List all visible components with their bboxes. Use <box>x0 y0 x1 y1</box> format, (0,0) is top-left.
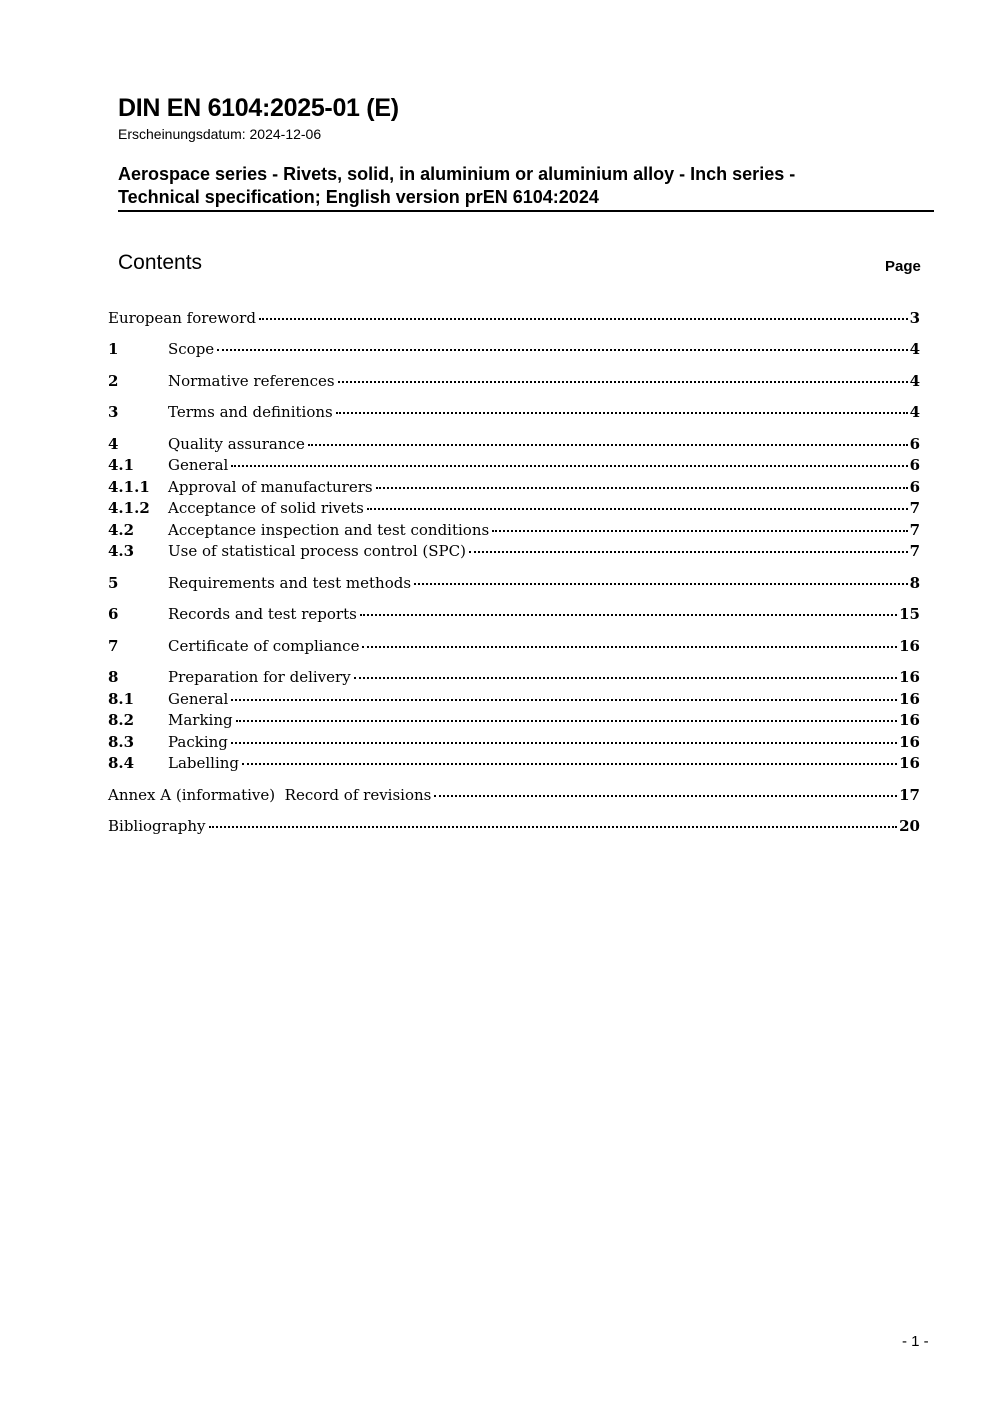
document-id: DIN EN 6104:2025-01 (E) <box>118 94 399 122</box>
dot-leader <box>231 742 897 744</box>
toc-entry-8[interactable] <box>108 667 920 687</box>
toc-entry-label: Marking <box>168 711 233 729</box>
toc-entry-page: 16 <box>899 637 920 655</box>
dot-leader <box>231 465 907 467</box>
toc-entry-label: General <box>168 690 229 708</box>
page-number: - 1 - <box>902 1333 929 1350</box>
dot-leader <box>308 444 908 446</box>
toc-entry-number: 1 <box>108 340 119 358</box>
toc-entry-label: Quality assurance <box>168 435 305 453</box>
toc-entry-number: 4 <box>108 435 119 453</box>
dot-leader <box>360 614 897 616</box>
toc-entry-8-1[interactable] <box>108 689 920 709</box>
document-title-line-1: Aerospace series - Rivets, solid, in aluminium or aluminium alloy - Inch series - <box>118 164 796 184</box>
dot-leader <box>231 699 897 701</box>
toc-entry-label: Packing <box>168 733 228 751</box>
toc-entry-page: 20 <box>899 817 920 835</box>
toc-entry-number: 4.1.2 <box>108 499 150 517</box>
document-title <box>118 163 933 209</box>
toc-entry-label: Records and test reports <box>168 605 357 623</box>
toc-entry-4-1[interactable] <box>108 455 920 475</box>
dot-leader <box>217 349 907 351</box>
toc-entry-page: 16 <box>899 754 920 772</box>
page-column-label: Page <box>885 258 921 275</box>
toc-entry-8-4[interactable] <box>108 753 920 773</box>
toc-entry-number: 8.1 <box>108 690 135 708</box>
toc-entry-number: 7 <box>108 637 119 655</box>
publication-date: Erscheinungsdatum: 2024-12-06 <box>118 126 322 142</box>
toc-entry-2[interactable] <box>108 371 920 391</box>
toc-entry-number: 4.2 <box>108 521 135 539</box>
toc-entry-page: 7 <box>909 499 920 517</box>
dot-leader <box>434 795 897 797</box>
toc-entry-number: 4.3 <box>108 542 135 560</box>
toc-entry-label: Approval of manufacturers <box>168 478 373 496</box>
toc-entry-page: 7 <box>909 542 920 560</box>
toc-entry-label: Certificate of compliance <box>168 637 360 655</box>
toc-entry-number: 8 <box>108 668 119 686</box>
toc-entry-7[interactable] <box>108 636 920 656</box>
toc-entry-page: 7 <box>909 521 920 539</box>
toc-entry-4-2[interactable] <box>108 520 920 540</box>
toc-entry-label: Annex A (informative) Record of revisions <box>108 786 432 804</box>
toc-entry-bibliography[interactable] <box>108 816 920 836</box>
toc-entry-4-3[interactable] <box>108 541 920 561</box>
toc-entry-label: Bibliography <box>108 817 206 835</box>
toc-entry-page: 6 <box>909 478 920 496</box>
toc-entry-page: 16 <box>899 668 920 686</box>
dot-leader <box>242 763 897 765</box>
toc-entry-8-3[interactable] <box>108 732 920 752</box>
dot-leader <box>414 583 908 585</box>
dot-leader <box>367 508 908 510</box>
toc-entry-label: Acceptance inspection and test conditions <box>168 521 490 539</box>
toc-entry-number: 8.4 <box>108 754 135 772</box>
toc-entry-number: 6 <box>108 605 119 623</box>
toc-entry-page: 8 <box>909 574 920 592</box>
toc-entry-label: Requirements and test methods <box>168 574 412 592</box>
dot-leader <box>376 487 908 489</box>
toc-entry-page: 4 <box>909 340 920 358</box>
toc-entry-number: 2 <box>108 372 119 390</box>
toc-entry-page: 17 <box>899 786 920 804</box>
toc-entry-number: 4.1.1 <box>108 478 150 496</box>
toc-entry-1[interactable] <box>108 339 920 359</box>
dot-leader <box>336 412 908 414</box>
toc-entry-page: 6 <box>909 435 920 453</box>
toc-entry-foreword[interactable] <box>108 308 920 328</box>
toc-entry-label: Scope <box>168 340 215 358</box>
toc-entry-page: 4 <box>909 372 920 390</box>
toc-entry-label: Labelling <box>168 754 240 772</box>
dot-leader <box>236 720 898 722</box>
dot-leader <box>469 551 908 553</box>
toc-entry-label: Use of statistical process control (SPC) <box>168 542 466 560</box>
toc-entry-label: Acceptance of solid rivets <box>168 499 364 517</box>
toc-entry-page: 16 <box>899 733 920 751</box>
dot-leader <box>259 318 908 320</box>
dot-leader <box>492 530 907 532</box>
toc-entry-6[interactable] <box>108 604 920 624</box>
contents-heading: Contents <box>118 251 203 274</box>
toc-entry-page: 6 <box>909 456 920 474</box>
toc-entry-4[interactable] <box>108 434 920 454</box>
toc-entry-8-2[interactable] <box>108 710 920 730</box>
toc-entry-page: 3 <box>909 309 920 327</box>
title-underline <box>118 210 934 212</box>
document-title-line-2: Technical specification; English version prEN 6104:2024 <box>118 187 599 207</box>
toc-entry-page: 16 <box>899 690 920 708</box>
toc-entry-number: 8.2 <box>108 711 135 729</box>
toc-entry-number: 5 <box>108 574 119 592</box>
dot-leader <box>362 646 897 648</box>
dot-leader <box>338 381 908 383</box>
toc-entry-3[interactable] <box>108 402 920 422</box>
toc-entry-4-1-1[interactable] <box>108 477 920 497</box>
toc-entry-page: 15 <box>899 605 920 623</box>
toc-entry-label: European foreword <box>108 309 256 327</box>
toc-entry-label: Normative references <box>168 372 335 390</box>
toc-entry-label: Terms and definitions <box>168 403 333 421</box>
dot-leader <box>354 677 897 679</box>
toc-entry-number: 4.1 <box>108 456 135 474</box>
toc-entry-number: 3 <box>108 403 119 421</box>
toc-entry-page: 4 <box>909 403 920 421</box>
toc-entry-annex-a[interactable] <box>108 785 920 805</box>
toc-entry-number: 8.3 <box>108 733 135 751</box>
dot-leader <box>209 826 898 828</box>
toc-entry-5[interactable] <box>108 573 920 593</box>
toc-entry-page: 16 <box>899 711 920 729</box>
toc-entry-label: General <box>168 456 229 474</box>
toc-entry-4-1-2[interactable] <box>108 498 920 518</box>
toc-entry-label: Preparation for delivery <box>168 668 351 686</box>
